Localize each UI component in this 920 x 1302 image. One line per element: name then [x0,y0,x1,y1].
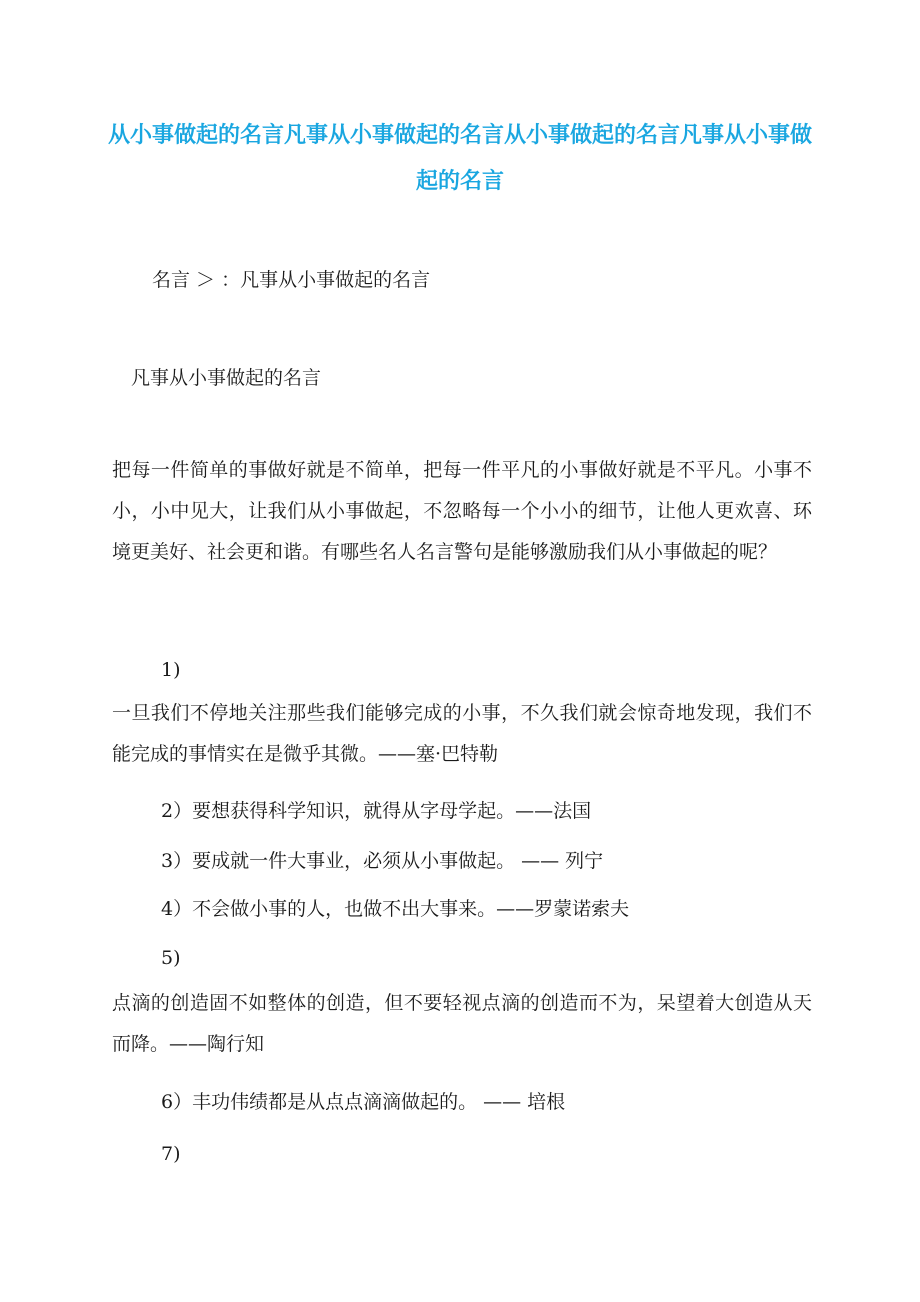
quote-3: 3）要成就一件大事业，必须从小事做起。 —— 列宁 [161,850,604,872]
quote-2: 2）要想获得科学知识，就得从字母学起。——法国 [161,800,592,822]
quote-number-7: 7) [161,1143,181,1165]
intro-paragraph: 把每一件简单的事做好就是不简单，把每一件平凡的小事做好就是不平凡。小事不小，小中见大，让我们从小事做起，不忽略每一个小小的细节，让他人更欢喜、环境更美好、社会更和谐。有哪些名人名言警句是能够激励我们从小事做起的呢？ [112,459,812,563]
breadcrumb: 名言 ＞ ：凡事从小事做起的名言 [152,269,431,291]
quote-4: 4）不会做小事的人，也做不出大事来。——罗蒙诺索夫 [161,898,630,920]
quote-text-1: 一旦我们不停地关注那些我们能够完成的小事，不久我们就会惊奇地发现，我们不能完成的事情实在是微乎其微。——塞·巴特勒 [112,702,812,765]
quote-number-1: 1) [161,659,181,681]
quote-number-5: 5) [161,947,181,969]
section-heading: 凡事从小事做起的名言 [131,367,322,389]
quote-6: 6）丰功伟绩都是从点点滴滴做起的。 —— 培根 [161,1091,566,1113]
quote-text-5: 点滴的创造固不如整体的创造，但不要轻视点滴的创造而不为，呆望着大创造从天而降。——陶行知 [112,992,812,1055]
document-title: 从小事做起的名言凡事从小事做起的名言从小事做起的名言凡事从小事做起的名言 [107,122,812,194]
